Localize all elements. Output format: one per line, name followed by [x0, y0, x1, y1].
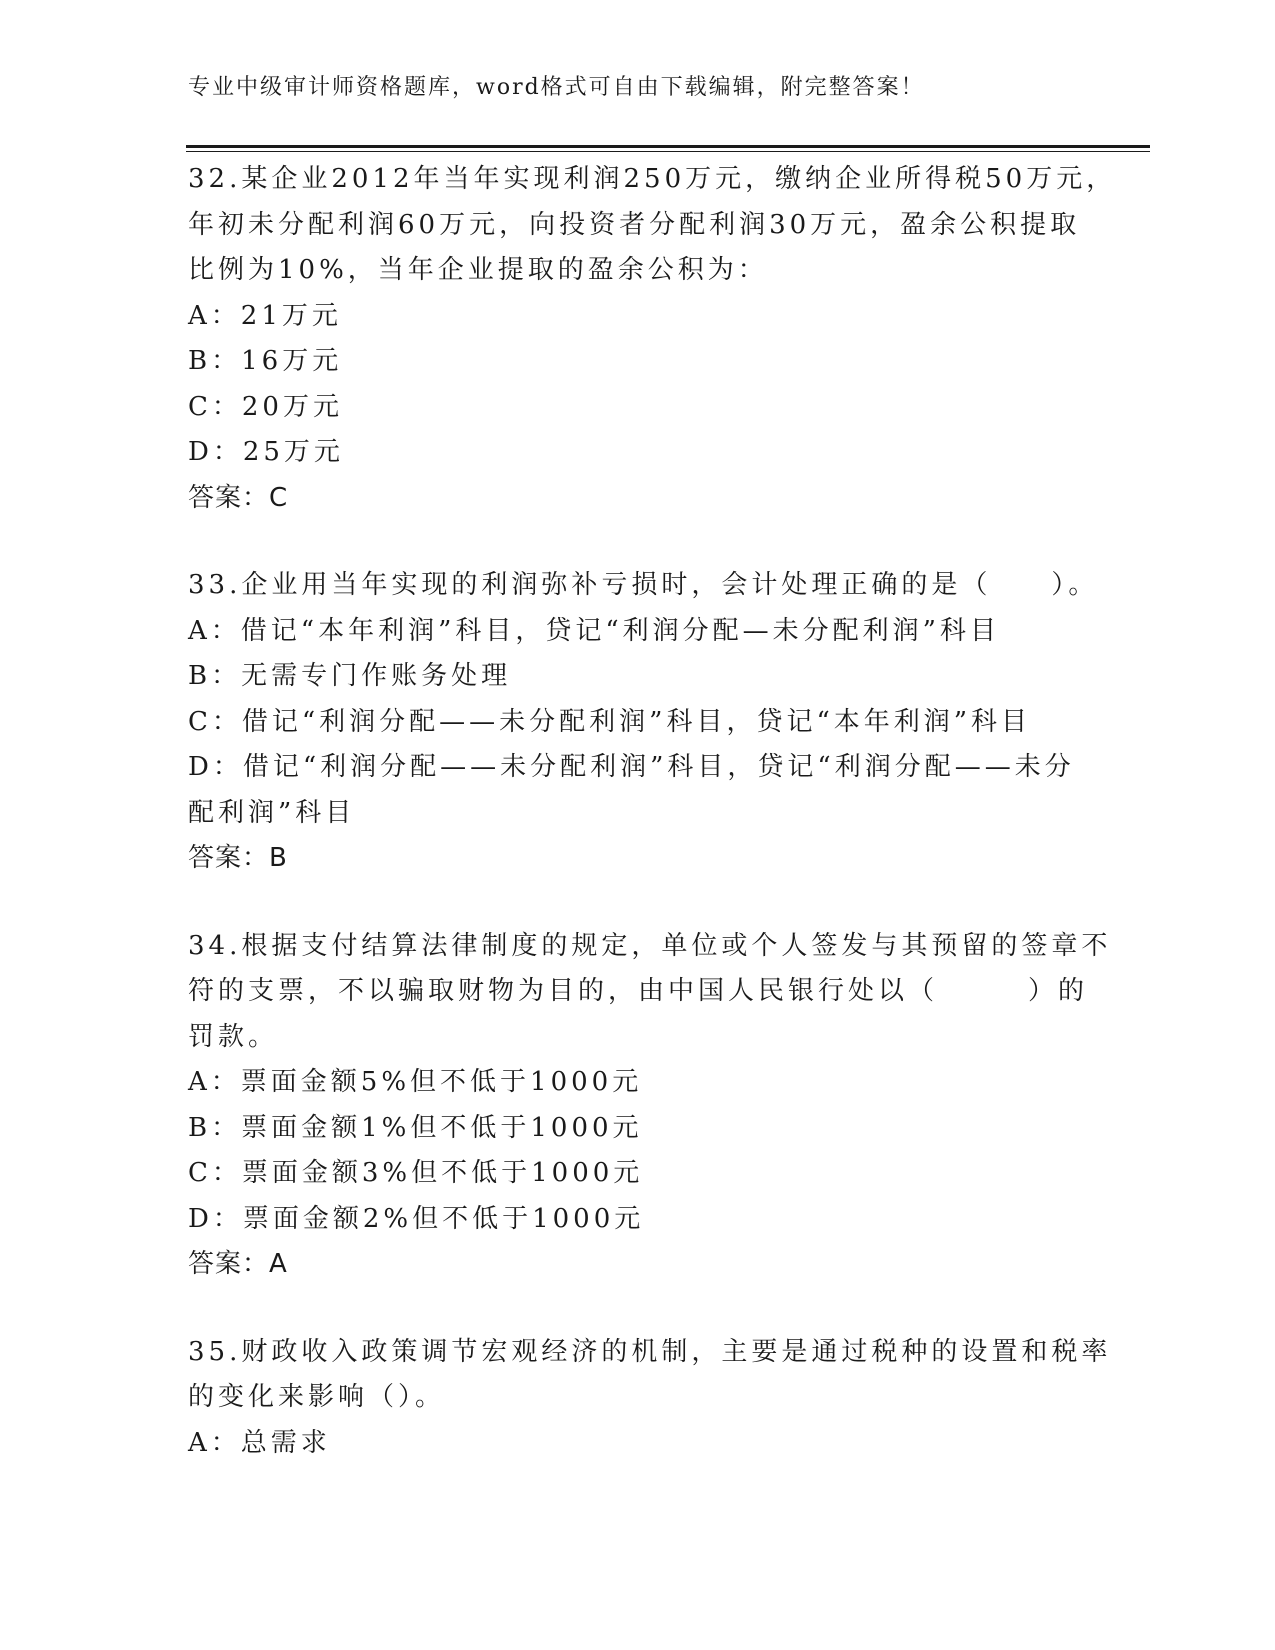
question-stem-line: 34.根据支付结算法律制度的规定，单位或个人签发与其预留的签章不	[188, 930, 1112, 961]
question-stem-line: 符的支票，不以骗取财物为目的，由中国人民银行处以（ ）的	[188, 976, 1089, 1006]
option-d: D：票面金额2%但不低于1000元	[188, 1203, 645, 1234]
header-divider-thin	[186, 151, 1150, 152]
option-a: A：票面金额5%但不低于1000元	[188, 1067, 643, 1097]
question-stem-line: 比例为10%，当年企业提取的盈余公积为：	[188, 255, 768, 285]
option-d: D：25万元	[188, 437, 344, 467]
question-stem-line: 33.企业用当年实现的利润弥补亏损时，会计处理正确的是（ ）。	[188, 570, 1099, 600]
option-c: C：20万元	[188, 391, 343, 422]
question-34	[188, 924, 1112, 1288]
option-d-continued: 配利润”科目	[188, 797, 356, 828]
question-35	[188, 1330, 1112, 1467]
question-32	[188, 157, 1117, 521]
answer-label: 答案：C	[188, 482, 289, 513]
page-header: 专业中级审计师资格题库，word格式可自由下载编辑，附完整答案！	[188, 75, 925, 100]
question-33	[188, 563, 1099, 882]
option-d: D：借记“利润分配——未分配利润”科目，贷记“利润分配——未分	[188, 752, 1075, 782]
answer-label: 答案：A	[188, 1249, 288, 1279]
option-a: A：21万元	[188, 300, 342, 331]
option-c: C：借记“利润分配——未分配利润”科目，贷记“本年利润”科目	[188, 706, 1032, 737]
question-stem-line: 年初未分配利润60万元，向投资者分配利润30万元，盈余公积提取	[188, 209, 1081, 240]
question-stem-line: 35.财政收入政策调节宏观经济的机制，主要是通过税种的设置和税率	[188, 1336, 1112, 1367]
header-divider-thick	[186, 145, 1150, 148]
question-stem-line: 32.某企业2012年当年实现利润250万元，缴纳企业所得税50万元，	[188, 164, 1117, 194]
option-b: B：无需专门作账务处理	[188, 661, 512, 691]
option-c: C：票面金额3%但不低于1000元	[188, 1158, 644, 1188]
option-b: B：16万元	[188, 346, 343, 376]
question-stem-line: 罚款。	[188, 1021, 279, 1052]
option-a: A：借记“本年利润”科目，贷记“利润分配—未分配利润”科目	[188, 615, 1000, 646]
option-a: A：总需求	[188, 1427, 331, 1458]
option-b: B：票面金额1%但不低于1000元	[188, 1112, 643, 1143]
question-stem-line: 的变化来影响（）。	[188, 1382, 446, 1412]
question-list	[188, 157, 1117, 1508]
answer-label: 答案：B	[188, 843, 288, 873]
